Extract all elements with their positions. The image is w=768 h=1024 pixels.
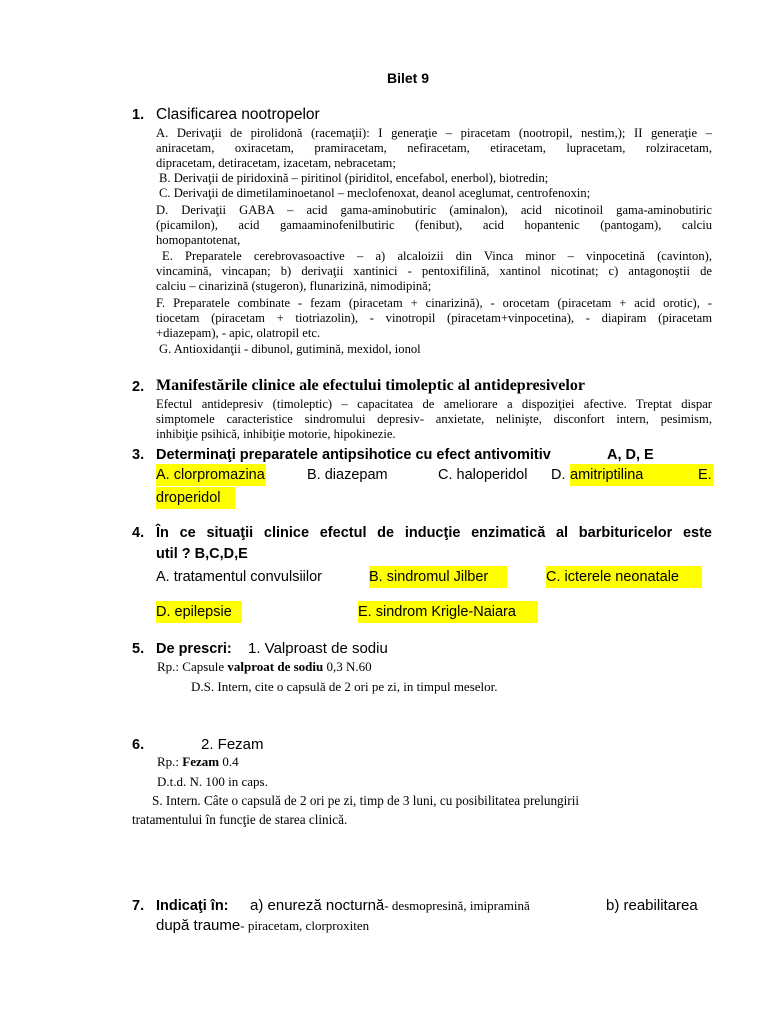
question-3-option-c: C. haloperidol	[438, 467, 528, 483]
question-1-number: 1.	[132, 107, 145, 123]
question-1-line: calciu – cinarizină (stugeron), flunarizină, nimodipină;	[156, 279, 432, 293]
question-7-heading: Indicaţi în:	[156, 898, 229, 914]
question-6-rp-drug: Fezam	[182, 754, 220, 769]
page-title: Bilet 9	[387, 70, 430, 86]
question-2-number: 2.	[132, 379, 145, 395]
question-1-line: homopantotenat,	[156, 233, 241, 247]
question-1-line: D. Derivaţii GABA – acid gama-aminobutiric (aminalon), acid nicotinoil gama-aminobutiric	[156, 203, 712, 217]
question-5-ds: D.S. Intern, cite o capsulă de 2 ori pe zi, in timpul meselor.	[191, 679, 498, 694]
question-7-a	[250, 897, 530, 914]
question-6-s-line2: tratamentului în funcţie de starea clinică.	[132, 812, 348, 827]
question-6-rp	[157, 754, 239, 770]
question-3-option-e: droperidol	[156, 487, 235, 509]
question-1-line: B. Derivaţii de piridoxină – piritinol (piriditol, encefabol, enerbol), biotredin;	[159, 171, 549, 185]
question-3-option-d: amitriptilina	[570, 464, 698, 486]
question-6-rp-suffix: 0.4	[219, 754, 239, 769]
question-1-line: G. Antioxidanţii - dibunol, gutimină, mexidol, ionol	[159, 342, 421, 356]
question-5-rp-drug: valproat de sodiu	[227, 659, 324, 674]
question-5-rp-prefix: Rp.: Capsule	[157, 659, 228, 674]
question-5-rp	[157, 659, 372, 675]
question-1-line: tiocetam (piracetam + tiotriazolin), - vinotropil (piracetam+vinpocetina), - diapiram (piracetam	[156, 311, 712, 325]
question-4-option-c: C. icterele neonatale	[546, 566, 702, 588]
question-4-option-d: D. epilepsie	[156, 601, 242, 623]
question-1-line: (picamilon), acid gamaaminofenilbutiric (fenibut), acid hopantenic (pantogam), calciu	[156, 218, 712, 232]
question-3-number: 3.	[132, 447, 145, 463]
question-5-heading: De prescri:	[156, 641, 232, 657]
question-1-line: vincamină, vincapan; b) derivaţii xantinici - pentoxifilină, xantinol nicotinat; c) antagonoştii de	[156, 264, 712, 278]
question-7-b-label-2: după traume	[156, 917, 241, 934]
question-3-option-b: B. diazepam	[307, 467, 388, 483]
question-2-line: inhibiţie psihică, inhibiţie motorie, hipokinezie.	[156, 427, 396, 441]
question-3-option-a: A. clorpromazina	[156, 464, 266, 486]
question-3-answer: A, D, E	[607, 447, 654, 463]
question-2-line: simptomele caracteristice sindromului depresiv- anxietate, nelinişte, disconfort intern, pesimism,	[156, 412, 712, 426]
question-1-line: +diazepam), - apic, olatropil etc.	[156, 326, 321, 340]
question-5-item: 1. Valproast de sodiu	[248, 640, 388, 657]
question-6-number: 6.	[132, 737, 145, 753]
question-7-b-answer: - piracetam, clorproxiten	[240, 918, 370, 933]
question-6-rp-prefix: Rp.:	[157, 754, 183, 769]
question-4-option-b: B. sindromul Jilber	[369, 566, 507, 588]
question-3-option-d-prefix: D.	[551, 467, 566, 483]
question-5-number: 5.	[132, 641, 145, 657]
question-4-number: 4.	[132, 525, 145, 541]
question-1-line: A. Derivaţii de pirolidonă (racemaţii): I generaţie – piracetam (nootropil, nestim,); II generaţie –	[156, 126, 712, 140]
question-7-number: 7.	[132, 898, 145, 914]
question-4-heading-line1: În ce situaţii clinice efectul de inducţie enzimatică al barbituricelor este	[156, 525, 712, 541]
question-6-item: 2. Fezam	[201, 736, 264, 753]
question-7-a-answer: - desmopresină, imipramină	[384, 898, 530, 913]
question-1-line: F. Preparatele combinate - fezam (piracetam + cinarizină), - orocetam (piracetam + acid orotic), -	[156, 296, 712, 310]
question-4-option-e: E. sindrom Krigle-Naiara	[358, 601, 538, 623]
question-3-option-e-prefix: E.	[698, 464, 714, 486]
question-2-line: Efectul antidepresiv (timoleptic) – capacitatea de ameliorare a dispoziţiei afective. Treptat dispar	[156, 397, 712, 411]
question-3-heading: Determinaţi preparatele antipsihotice cu efect antivomitiv	[156, 447, 551, 463]
question-1-line: C. Derivaţii de dimetilaminoetanol – meclofenoxat, deanol aceglumat, centrofenoxin;	[159, 186, 591, 200]
question-6-dtd: D.t.d. N. 100 in caps.	[157, 774, 268, 789]
question-1-line: aniracetam, oxiracetam, pramiracetam, nefiracetam, etiracetam, lupracetam, rolziracetam,	[156, 141, 712, 155]
question-6-s-line1: S. Intern. Câte o capsulă de 2 ori pe zi, timp de 3 luni, cu posibilitatea prelungirii	[152, 793, 580, 808]
question-7-b-label-1: b) reabilitarea	[606, 897, 698, 914]
question-4-option-a: A. tratamentul convulsiilor	[156, 569, 323, 585]
question-2-heading: Manifestările clinice ale efectului timoleptic al antidepresivelor	[156, 377, 585, 394]
question-4-heading-line2: util ? B,C,D,E	[156, 546, 248, 562]
question-1-line: dipracetam, detiracetam, izacetam, nebracetam;	[156, 156, 396, 170]
question-5-rp-suffix: 0,3 N.60	[323, 659, 372, 674]
question-1-heading: Clasificarea nootropelor	[156, 106, 320, 123]
question-7-b	[156, 917, 369, 934]
question-1-line: E. Preparatele cerebrovasoactive – a) alcaloizii din Vinca minor – vinpocetină (cavinton),	[162, 249, 712, 263]
question-7-a-label: a) enureză nocturnă	[250, 897, 385, 914]
